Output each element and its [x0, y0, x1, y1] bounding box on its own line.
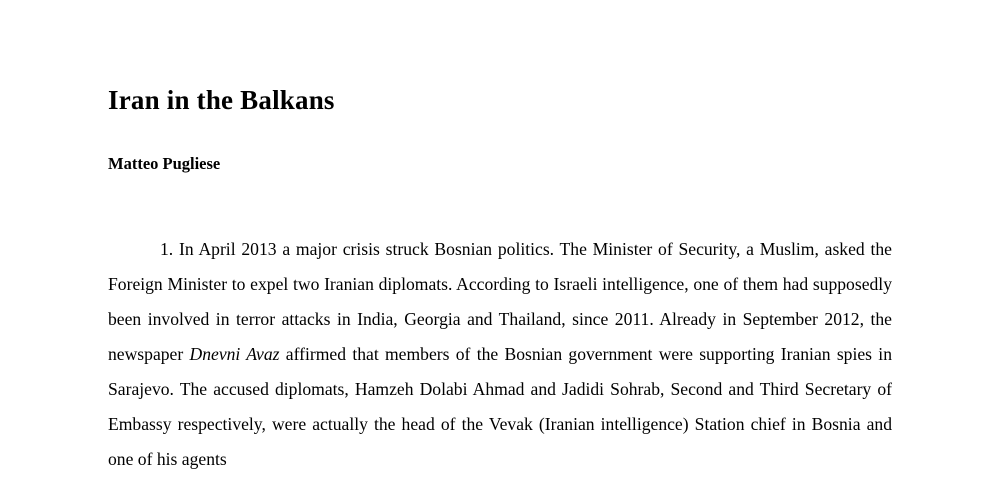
paragraph-number: 1.: [160, 239, 174, 260]
page-title: Iran in the Balkans: [108, 85, 335, 115]
paragraph-text-part-2: affirmed that members of the Bosnian government were supporting Iranian spies in Sarajevo. The accused diplomats, Hamzeh Dolabi Ahmad and Jadidi Sohrab, Second and Third Secretary of Embassy respectively, were actually the head of the Vevak (Iranian intelligence) Station chief in Bosnia and one of his agents: [108, 344, 892, 470]
document-body: [108, 174, 892, 477]
newspaper-title: Dnevni Avaz: [189, 344, 280, 365]
author-name: Matteo Pugliese: [108, 154, 221, 174]
paragraph-text-part-1: In April 2013 a major crisis struck Bosnian politics. The Minister of Security, a Muslim, asked the Foreign Minister to expel two Iranian diplomats. According to Israeli intelligence, one of them had supposedly been involved in terror attacks in India, Georgia and Thailand, since 2011. Already in September 2012, the newspaper: [108, 239, 892, 365]
paragraph-1: [108, 232, 892, 477]
